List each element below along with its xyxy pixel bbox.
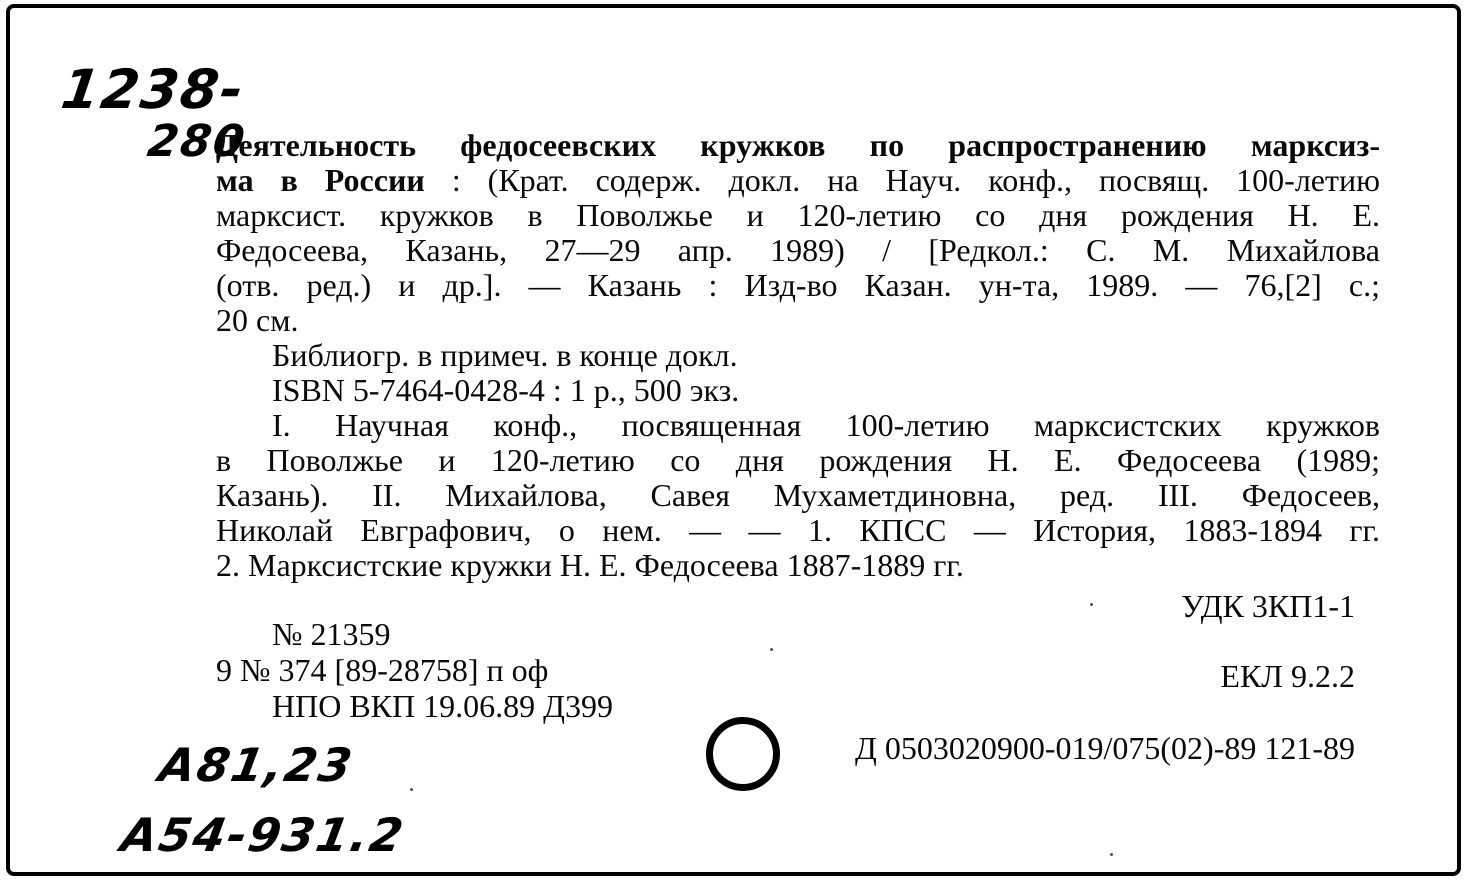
title-part-2: ма в России [216, 162, 425, 198]
speck [1090, 603, 1093, 606]
catalog-card [6, 4, 1461, 876]
tracing-line-4: Николай Евграфович, о нем. — — 1. КПСС — История, 1883-1894 гг. [216, 512, 1380, 548]
title-part-1: Деятельность федосеевских кружков по распространению марксиз- [216, 127, 1380, 163]
shelf-mark-1: А81,23 [155, 738, 358, 792]
title-line-2 [216, 163, 1380, 198]
tracing-line-2: в Поволжье и 120-летию со дня рождения Н. Е. Федосеева (1989; [216, 442, 1380, 478]
publisher-code: НПО ВКП 19.06.89 Д399 [272, 688, 613, 724]
bibliographic-entry [216, 128, 1380, 583]
description-line-3: марксист. кружков в Поволжье и 120-летию со дня рождения Н. Е. [216, 197, 1380, 233]
card-number-block [216, 616, 613, 724]
bibliography-note: Библиогр. в примеч. в конце докл. [272, 337, 738, 373]
description-part-1: : (Крат. содерж. докл. на Науч. конф., посвящ. 100-летию [424, 162, 1381, 198]
tracing-line-1: I. Научная конф., посвященная 100-летию марксистских кружков [272, 407, 1380, 443]
shelf-mark-2: А54-931.2 [117, 808, 409, 862]
isbn-line: ISBN 5-7464-0428-4 : 1 р., 500 экз. [272, 372, 740, 408]
udk-code: УДК 3КП1-1 [1181, 588, 1355, 624]
description-line-4: Федосеева, Казань, 27—29 апр. 1989) / [Редкол.: С. М. Михайлова [216, 232, 1380, 268]
index-code: Д 0503020900-019/075(02)-89 121-89 [855, 730, 1355, 766]
speck [1110, 853, 1113, 856]
description-line-5: (отв. ред.) и др.]. — Казань : Изд-во Казан. ун-та, 1989. — 76,[2] с.; [216, 267, 1380, 303]
speck [770, 648, 773, 651]
card-number: № 21359 [272, 616, 391, 652]
call-number-top: 1238- [57, 58, 250, 121]
description-line-6: 20 см. [216, 302, 299, 338]
tracing-line-3: Казань). II. Михайлова, Савея Мухаметдиновна, ред. III. Федосеев, [216, 477, 1380, 513]
ekl-code: ЕКЛ 9.2.2 [1220, 658, 1355, 694]
speck [410, 788, 413, 791]
circle-stamp [706, 717, 780, 791]
tracing-line-5: 2. Марксистские кружки Н. Е. Федосеева 1887-1889 гг. [216, 547, 964, 583]
order-number: 9 № 374 [89-28758] п оф [216, 652, 549, 688]
call-number-bottom: 280 [144, 116, 250, 167]
title-line-1 [216, 128, 1380, 163]
